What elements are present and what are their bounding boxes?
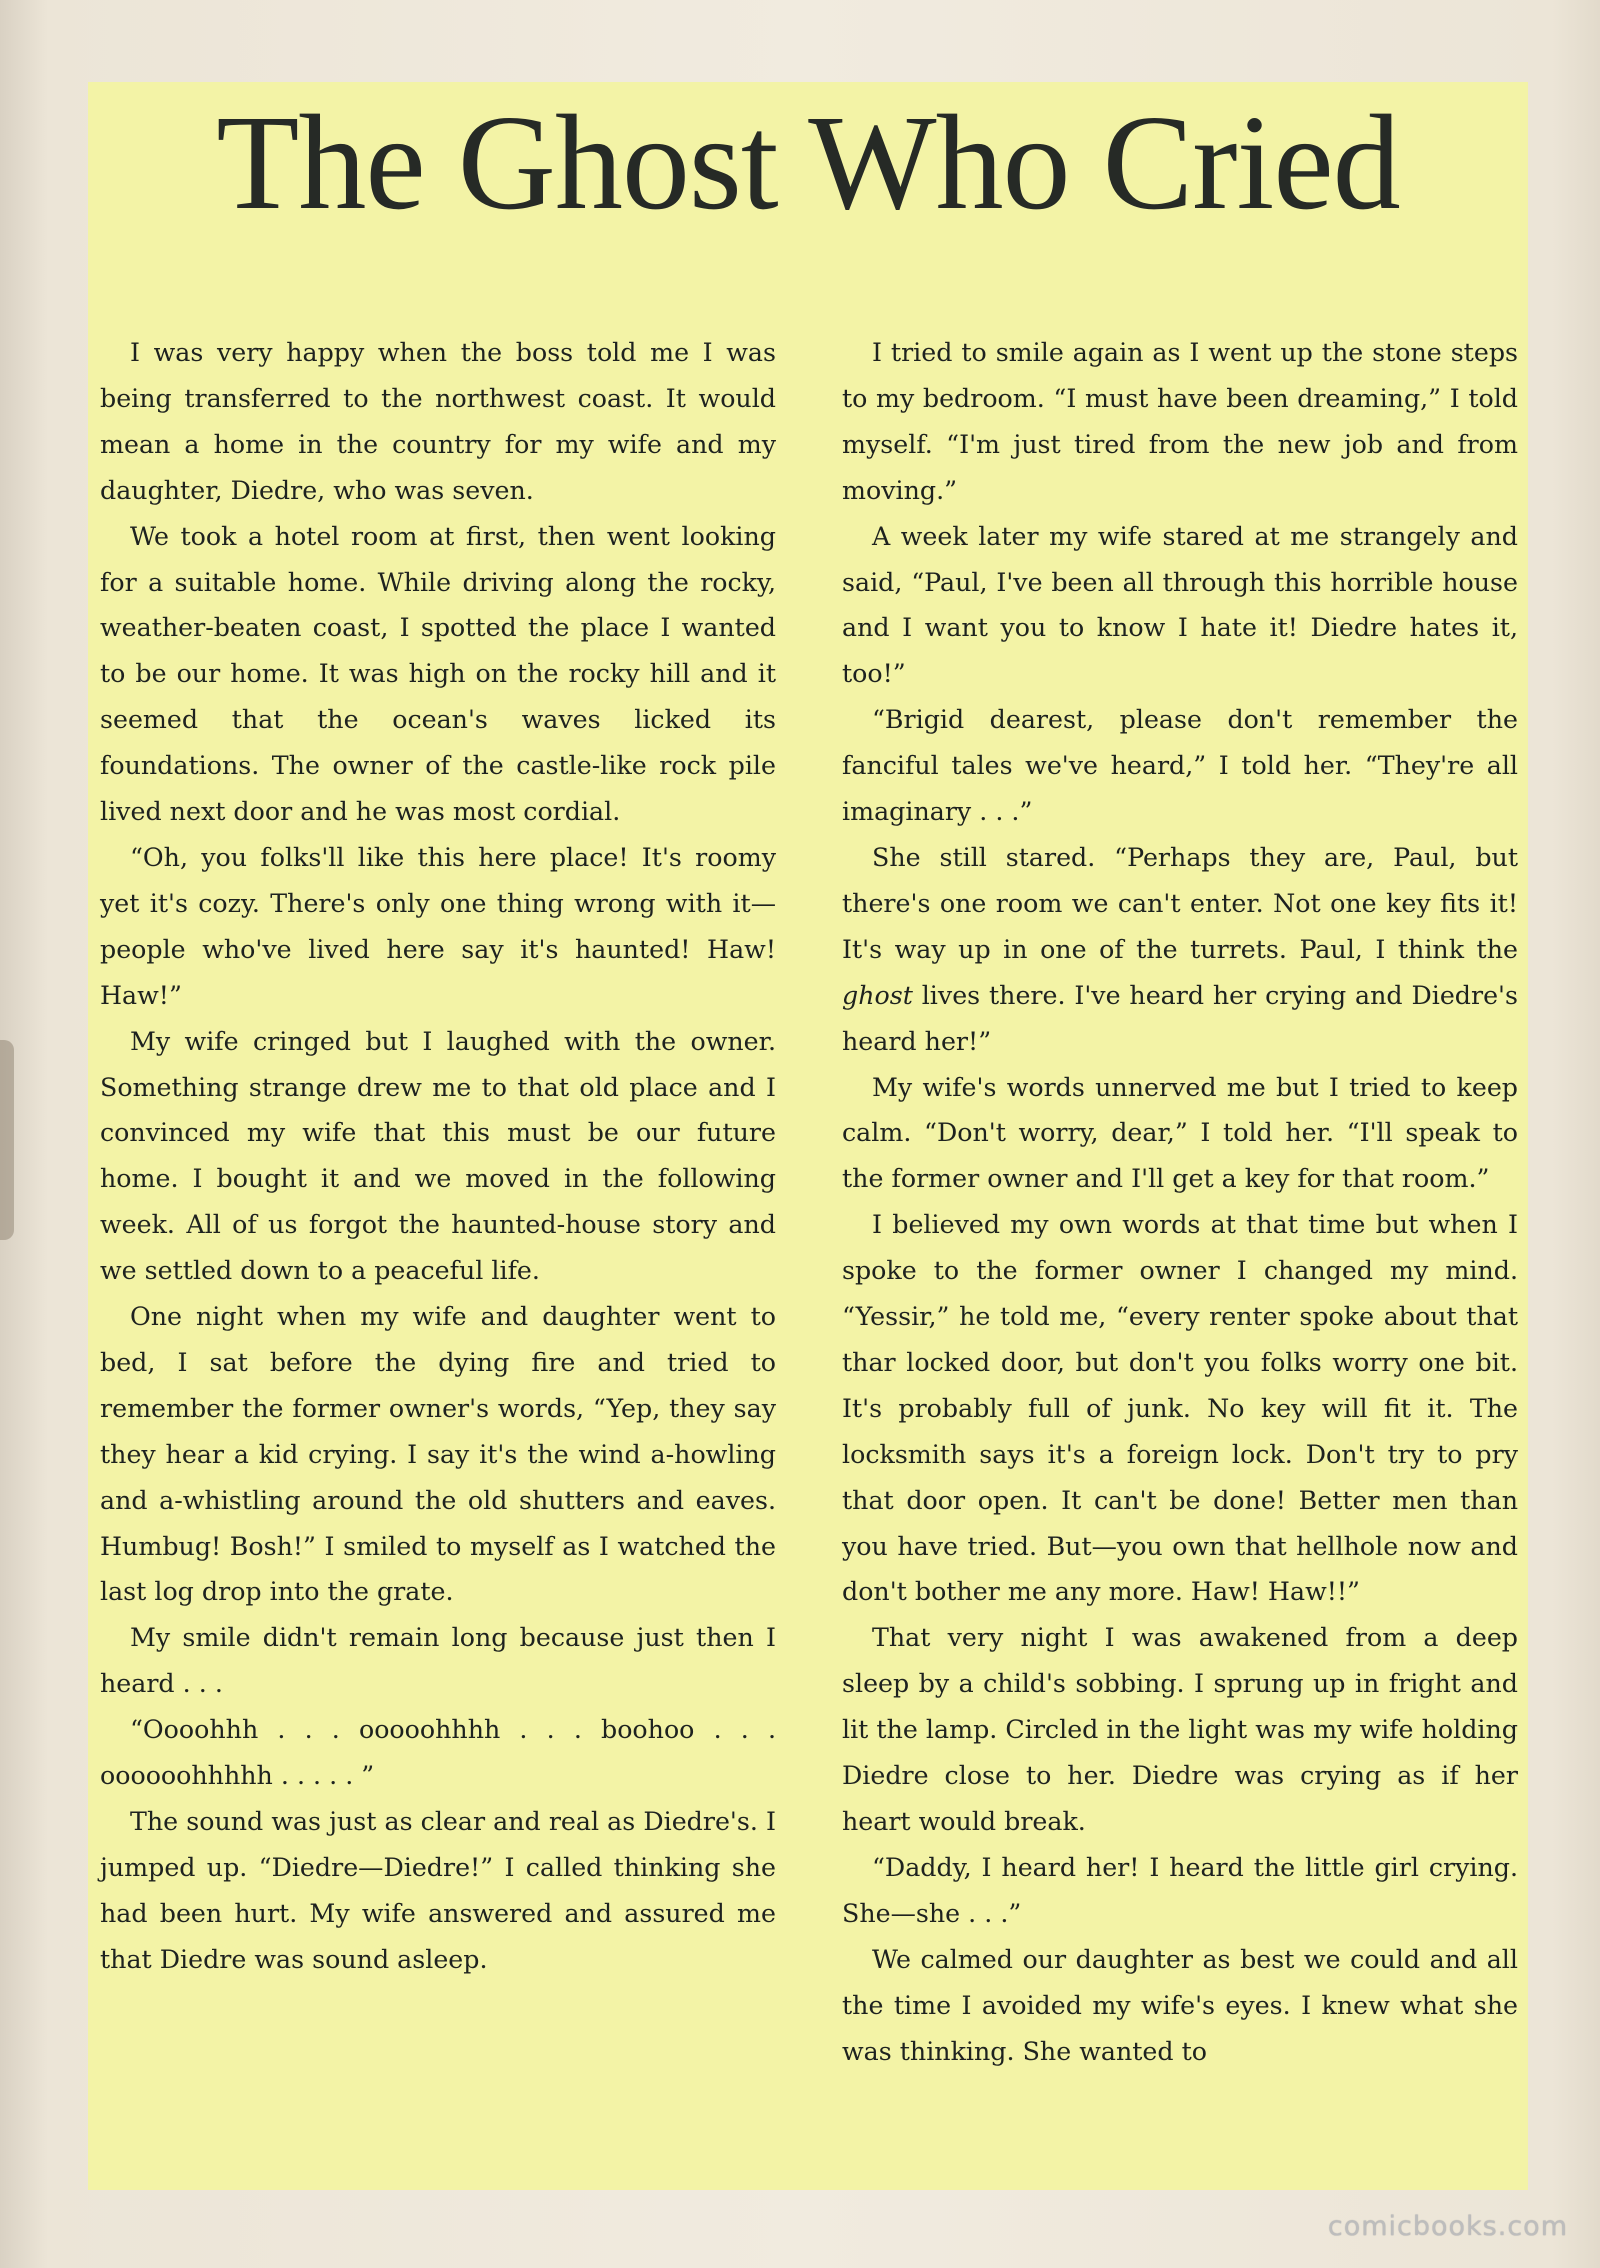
- story-title: The Ghost Who Cried: [216, 88, 1400, 238]
- paragraph: “Oh, you folks'll like this here place! It's roomy yet it's cozy. There's only one thing wrong with it—people who've lived here say it's haunted! Haw! Haw!”: [100, 842, 776, 1010]
- paragraph: A week later my wife stared at me strangely and said, “Paul, I've been all through this horrible house and I want you to know I hate it! Diedre hates it, too!”: [842, 521, 1518, 689]
- paragraph: The sound was just as clear and real as Diedre's. I jumped up. “Diedre—Diedre!” I called thinking she had been hurt. My wife answered and assured me that Diedre was sound asleep.: [100, 1807, 776, 1974]
- paragraph: My wife's words unnerved me but I tried to keep calm. “Don't worry, dear,” I told her. “I'll speak to the former owner and I'll get a key for that room.”: [842, 1072, 1518, 1194]
- paragraph: “Daddy, I heard her! I heard the little girl crying. She—she . . .”: [842, 1852, 1518, 1928]
- paragraph: I was very happy when the boss told me I was being transferred to the northwest coast. It would mean a home in the country for my wife and my daughter, Diedre, who was seven.: [100, 338, 776, 505]
- paragraph-text: lives there. I've heard her crying and Diedre's heard her!”: [842, 980, 1518, 1056]
- paragraph: One night when my wife and daughter went to bed, I sat before the dying fire and tried to remember the former owner's words, “Yep, they say they hear a kid crying. I say it's the wind a-howling and a-whistling around the old shutters and eaves. Humbug! Bosh!” I smiled to myself as I watched the last log drop into the grate.: [100, 1302, 776, 1607]
- emphasized-word: ghost: [842, 980, 913, 1010]
- paragraph: I tried to smile again as I went up the stone steps to my bedroom. “I must have been dreaming,” I told myself. “I'm just tired from the new job and from moving.”: [842, 338, 1518, 505]
- paper-stain: [0, 1040, 14, 1240]
- paragraph: That very night I was awakened from a deep sleep by a child's sobbing. I sprung up in fright and lit the lamp. Circled in the light was my wife holding Diedre close to her. Diedre was crying as if her heart would break.: [842, 1623, 1518, 1836]
- paragraph-text: She still stared. “Perhaps they are, Paul, but there's one room we can't enter. Not one key fits it! It's way up in one of the turrets. Paul, I think the: [842, 842, 1518, 964]
- paragraph: My smile didn't remain long because just then I heard . . .: [100, 1623, 776, 1699]
- right-text-column: [842, 330, 1518, 2074]
- paragraph: We took a hotel room at first, then went looking for a suitable home. While driving along the rocky, weather-beaten coast, I spotted the place I wanted to be our home. It was high on the rocky hill and it seemed that the ocean's waves licked its foundations. The owner of the castle-like rock pile lived next door and he was most cordial.: [100, 521, 776, 827]
- left-text-column: [100, 330, 776, 1983]
- paragraph: We calmed our daughter as best we could and all the time I avoided my wife's eyes. I knew what she was thinking. She wanted to: [842, 1944, 1518, 2066]
- paragraph: I believed my own words at that time but when I spoke to the former owner I changed my mind. “Yessir,” he told me, “every renter spoke about that thar locked door, but don't you folks worry one bit. It's probably full of junk. No key will fit it. The locksmith says it's a foreign lock. Don't try to pry that door open. It can't be done! Better men than you have tried. But—you own that hellhole now and don't bother me any more. Haw! Haw!!”: [842, 1210, 1518, 1607]
- watermark-text: comicbooks.com: [1327, 2211, 1568, 2242]
- paragraph: [842, 835, 1518, 1065]
- paragraph: “Oooohhh . . . ooooohhhh . . . boohoo . . . oooooohhhhh . . . . . ”: [100, 1715, 776, 1791]
- paragraph: “Brigid dearest, please don't remember the fanciful tales we've heard,” I told her. “They're all imaginary . . .”: [842, 705, 1518, 827]
- paragraph: My wife cringed but I laughed with the owner. Something strange drew me to that old place and I convinced my wife that this must be our future home. I bought it and we moved in the following week. All of us forgot the haunted-house story and we settled down to a peaceful life.: [100, 1026, 776, 1286]
